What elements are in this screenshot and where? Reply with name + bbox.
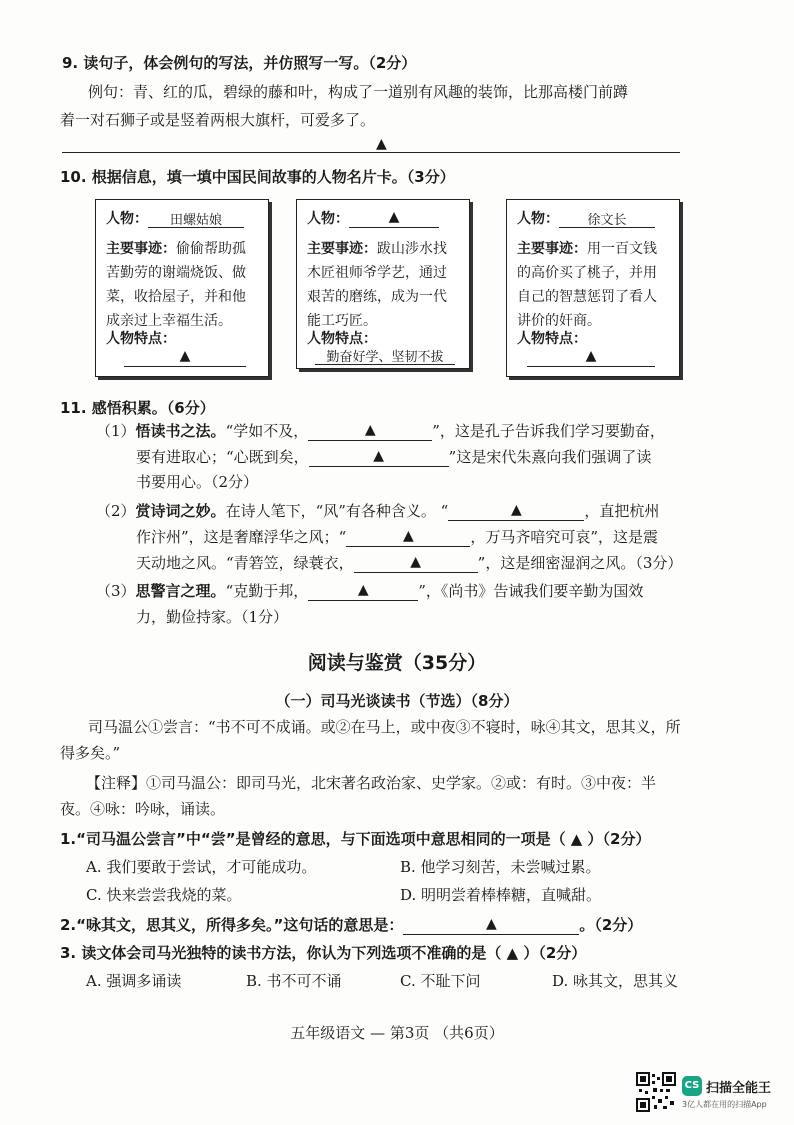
q11-title: 11. 感悟积累。（6分） [60, 399, 215, 417]
character-card-3 [506, 199, 680, 377]
q11-p2-head: 赏诗词之妙。 [135, 502, 226, 520]
card3-deeds-line3: 自己的智慧惩罚了看人 [517, 289, 657, 305]
passage-note1: 【注释】①司马温公：即司马光，北宋著名政治家、史学家。②或：有时。③中夜：半 [86, 774, 657, 792]
q9-answer-line[interactable] [62, 152, 680, 153]
card2-person-label: 人物： [307, 211, 349, 227]
q11-p2-d: ，万马齐喑究可哀”，这是震 [470, 528, 659, 546]
card2-trait-label: 人物特点： [307, 331, 377, 347]
q3-option-a[interactable]: A. 强调多诵读 [86, 972, 182, 990]
q3-option-d[interactable]: D. 咏其文，思其义 [552, 972, 679, 990]
q11-p1-blank1[interactable]: ▲ [308, 422, 432, 441]
q9-title: 9. 读句子，体会例句的写法，并仿照写一写。（2分） [62, 54, 417, 72]
camscanner-logo-icon: CS [682, 1076, 702, 1096]
q11-p2-b: ，直把杭州 [584, 502, 660, 520]
passage-note2: 夜。④咏：吟咏，诵读。 [60, 800, 226, 818]
q11-p2-blank3[interactable]: ▲ [354, 554, 478, 573]
qr-code-icon [636, 1072, 676, 1112]
card3-person-label: 人物： [517, 211, 559, 227]
section-title: 阅读与鉴赏（35分） [307, 652, 487, 674]
q11-p1-e: 书要用心。（2分） [136, 473, 259, 491]
q11-p2-a: 在诗人笔下，“风”有各种含义。 “ [225, 502, 449, 520]
character-card-2 [296, 199, 470, 369]
card2-deeds-label: 主要事迹： [307, 241, 377, 257]
card1-deeds-line2: 苦勤劳的谢端烧饭、做 [106, 265, 246, 281]
card3-person-value: 徐文长 [559, 209, 655, 228]
card1-trait-label: 人物特点： [106, 331, 176, 347]
question-1: 1.“司马温公尝言”中“尝”是曾经的意思，与下面选项中意思相同的一项是（ ▲ ）（2分） [60, 830, 651, 848]
card3-trait-value[interactable]: ▲ [527, 348, 655, 367]
q11-p1-c: 要有进取心；“心既到矣， [136, 448, 309, 466]
q9-answer-mark: ▲ [376, 136, 387, 152]
card1-deeds-line1: 偷偷帮助孤 [176, 241, 246, 257]
card1-deeds-label: 主要事迹： [106, 241, 176, 257]
q11-p3-num: （3） [96, 582, 136, 600]
q1-option-a[interactable]: A. 我们要敢于尝试，才可能成功。 [86, 858, 317, 876]
q1-option-c[interactable]: C. 快来尝尝我烧的菜。 [86, 886, 242, 904]
card1-deeds-line3: 菜，收拾屋子，并和他 [106, 289, 246, 305]
q10-title: 10. 根据信息，填一填中国民间故事的人物名片卡。（3分） [60, 168, 455, 186]
q11-p3-b: ”，《尚书》告诫我们要辛勤为国效 [418, 582, 644, 600]
card2-person-value[interactable]: ▲ [349, 209, 439, 228]
card1-person-value: 田螺姑娘 [148, 209, 244, 228]
q11-p1-a: “学如不及， [225, 422, 309, 440]
q11-p3-head: 思警言之理。 [135, 582, 226, 600]
question-2: 2.“咏其文，思其义，所得多矣。”这句话的意思是： [60, 916, 404, 934]
q11-p1-num: （1） [96, 422, 136, 440]
passage-subtitle: （一）司马光谈读书（节选）（8分） [275, 692, 519, 710]
card2-trait-value: 勤奋好学、坚韧不拔 [315, 346, 455, 365]
question-3: 3. 读文体会司马光独特的读书方法，你认为下列选项不准确的是（ ▲ ）（2分） [60, 944, 587, 962]
card3-deeds-line1: 用一百文钱 [587, 241, 657, 257]
card2-deeds-line4: 能工巧匠。 [307, 313, 377, 329]
q11-p2-blank1[interactable]: ▲ [448, 502, 584, 521]
q11-p2-c: 作汴州”，这是奢靡浮华之风；“ [136, 528, 347, 546]
q3-option-c[interactable]: C. 不耻下问 [400, 972, 481, 990]
card2-deeds-line3: 艰苦的磨练，成为一代 [307, 289, 447, 305]
q3-option-b[interactable]: B. 书不可不诵 [246, 972, 342, 990]
q11-p2-num: （2） [96, 502, 136, 520]
q11-p1-d: ”这是宋代朱熹向我们强调了读 [448, 448, 652, 466]
q11-p1-line1 [96, 420, 665, 441]
q1-option-d[interactable]: D. 明明尝着棒棒糖，直喊甜。 [400, 886, 602, 904]
q9-example-line2: 着一对石狮子或是竖着两根大旗杆，可爱多了。 [60, 111, 376, 129]
card2-deeds-line2: 木匠祖师爷学艺，通过 [307, 265, 447, 281]
q11-p2-e: 天动地之风。“青箬笠，绿蓑衣， [136, 554, 354, 572]
q11-p3-a: “克勤于邦， [225, 582, 309, 600]
character-card-1 [95, 199, 269, 377]
question-2-end: 。（2分） [579, 916, 643, 934]
q11-p2-f: ”，这是细密湿润之风。（3分） [477, 554, 683, 572]
card3-deeds-line2: 的高价买了桃子，并用 [517, 265, 657, 281]
q11-p1-blank2[interactable]: ▲ [309, 448, 449, 467]
q11-p3-c: 力，勤俭持家。（1分） [136, 608, 289, 626]
q2-answer-blank[interactable]: ▲ [403, 916, 579, 935]
camscanner-name: 扫描全能王 [706, 1081, 772, 1096]
q1-option-b[interactable]: B. 他学习刻苦，未尝喊过累。 [400, 858, 601, 876]
card3-trait-label: 人物特点： [517, 331, 587, 347]
card1-deeds-line4: 成亲过上幸福生活。 [106, 313, 232, 329]
card2-deeds-line1: 跋山涉水找 [377, 241, 447, 257]
q9-example-line1: 例句：青、红的瓜，碧绿的藤和叶，构成了一道别有风趣的装饰，比那高楼门前蹲 [88, 83, 629, 101]
card3-deeds-label: 主要事迹： [517, 241, 587, 257]
page-footer: 五年级语文 — 第3页 （共6页） [290, 1024, 504, 1042]
q11-p3-blank[interactable]: ▲ [308, 582, 418, 601]
passage-line1: 司马温公①尝言：“书不可不成诵。或②在马上，或中夜③不寝时，咏④其文，思其义，所 [88, 718, 681, 736]
q11-p1-b: ”，这是孔子告诉我们学习要勤奋， [432, 422, 665, 440]
card3-deeds-line4: 讲价的奸商。 [517, 313, 601, 329]
card1-trait-value[interactable]: ▲ [124, 348, 246, 367]
q11-p1-head: 悟读书之法。 [135, 422, 226, 440]
camscanner-tagline: 3亿人都在用的扫描App [682, 1100, 767, 1109]
passage-line2: 得多矣。” [60, 744, 121, 762]
card1-person-label: 人物： [106, 211, 148, 227]
q11-p2-blank2[interactable]: ▲ [346, 528, 470, 547]
